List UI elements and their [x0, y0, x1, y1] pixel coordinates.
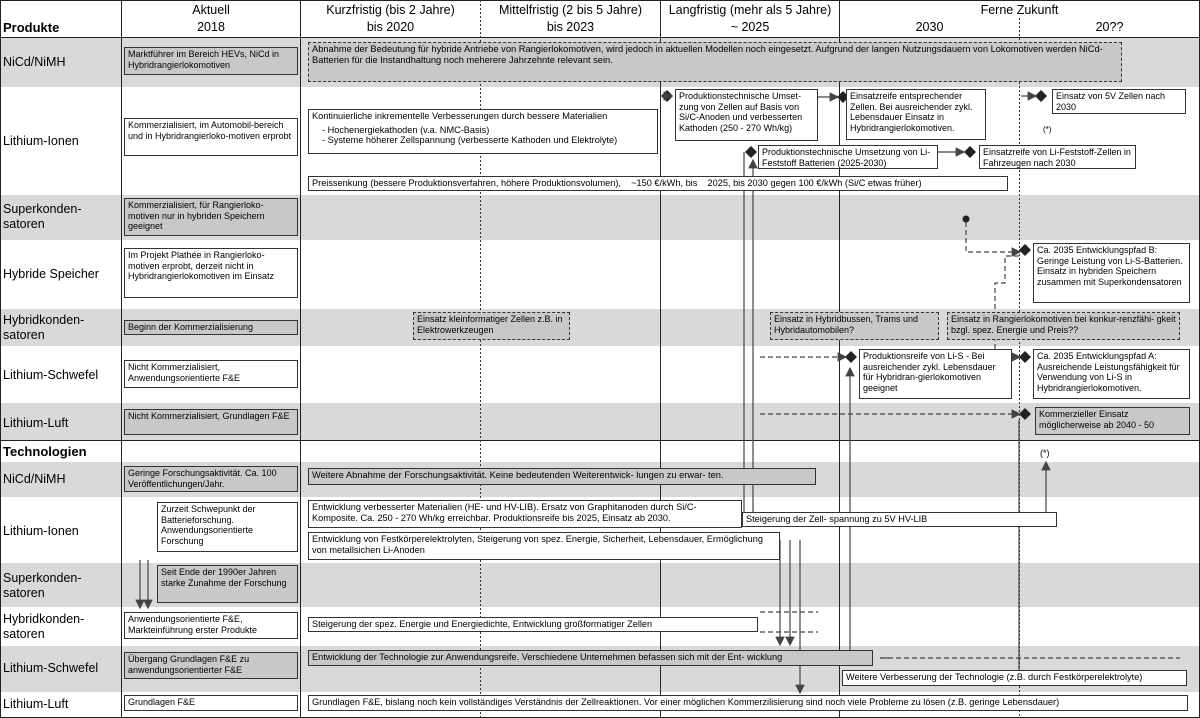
milestone-diamond: [845, 351, 857, 363]
tech-hybridcap-current-box: Anwendungsorientierte F&E, Markteinführung erster Produkte: [124, 612, 298, 639]
col-far-header: Ferne Zukunft: [980, 3, 1059, 17]
row-label-liion: Lithium-Ionen: [3, 134, 79, 148]
milestone-diamond: [1019, 351, 1031, 363]
liion-improve-box: [308, 109, 658, 154]
hybridcap-loco-box: Einsatz in Rangierlokomotiven bei konkur-renzfähi- gkeit bzgl. spez. Energie und Preis??: [947, 312, 1180, 340]
col-short-header: Kurzfristig (bis 2 Jahre): [326, 3, 455, 17]
liion-star-note: (*): [1043, 125, 1052, 134]
liion-price-box: Preissenkung (bessere Produktionsverfahren, höhere Produktionsvolumen), ~150 €/kWh, bis 2025, bis 2030 gegen 100 €/kWh (Si/C etwas früher): [308, 176, 1008, 191]
lis-prodreife-box: Produktionsreife von Li-S - Bei ausreichender zykl. Lebensdauer für Hybridran-gierlokomotiven geeignet: [859, 349, 1012, 399]
col-far-2030: 2030: [915, 20, 944, 34]
liion-feststoff-umsetzung-box: Produktionstechnische Umsetzung von Li-Feststoff Batterien (2025-2030): [758, 145, 938, 169]
col-current-header: Aktuell: [192, 3, 230, 17]
liion-prod-umsetzung-box: Produktionstechnische Umset-zung von Zellen auf Basis von Si/C-Anoden und verbesserten Kathoden (250 - 270 Wh/kg): [675, 89, 818, 141]
tech-label-nicd: NiCd/NiMH: [3, 472, 66, 486]
tech-nicd-current-box: Geringe Forschungsaktivität. Ca. 100 Veröffentlichungen/Jahr.: [124, 466, 298, 492]
tech-liair-outlook-box: Grundlagen F&E, bislang noch kein vollständiges Verständnis der Zellreaktionen. Vor einer möglichen Kommerzilisierung sind noch viele Probleme zu lösen (z.B. geringe Lebensdauer): [308, 695, 1188, 711]
col-short-year: bis 2020: [366, 20, 415, 34]
supercap-current-box: Kommerzialisiert, für Rangierloko-motiven nur in hybriden Speichern geeignet: [124, 198, 298, 236]
milestone-diamond: [1019, 408, 1031, 420]
tech-label-liion: Lithium-Ionen: [3, 524, 79, 538]
nicd-outlook-box: Abnahme der Bedeutung für hybride Antriebe von Rangierlokomotiven, wird jedoch in aktuellen Modellen noch eingesetzt. Aufgrund der langen Nutzungsdauern von Lokomotiven werden NiCd-Batterien für die Instandhaltung noch meherere Jahrzehnte relevant sein.: [308, 42, 1122, 82]
tech-star-note: (*): [1040, 448, 1050, 458]
col-mid-header: Mittelfristig (2 bis 5 Jahre): [498, 3, 643, 17]
liion-5v-box: Einsatz von 5V Zellen nach 2030: [1052, 89, 1186, 114]
row-label-lis: Lithium-Schwefel: [3, 368, 99, 382]
tech-nicd-outlook-box: Weitere Abnahme der Forschungsaktivität. Keine bedeutenden Weiterentwick- lungen zu erwar- ten.: [308, 468, 816, 485]
liion-feststoff-einsatz-box: Einsatzreife von Li-Feststoff-Zellen in Fahrzeugen nach 2030: [979, 145, 1136, 169]
tech-lis-current-box: Übergang Grundlagen F&E zu anwendungsorientierter F&E: [124, 652, 298, 679]
row-label-hybrid: Hybride Speicher: [3, 267, 99, 281]
milestone-diamond: [1019, 244, 1031, 256]
col-long-year: ~ 2025: [730, 20, 770, 34]
tech-liion-current-box: Zurzeit Schwepunkt der Batterieforschung. Anwendungsorientierte Forschung: [157, 502, 298, 552]
tech-liion-solid-box: Entwicklung von Festkörperelektrolyten, Steigerung von spez. Energie, Sicherheit, Lebensdauer, Ermöglichung von metallsichen Li-Anoden: [308, 532, 780, 560]
technologies-heading: Technologien: [3, 444, 87, 459]
liion-einsatzreife-box: Einsatzreife entsprechender Zellen. Bei ausreichender zykl. Lebensdauer Einsatz in Hybridrangierlokomotiven.: [846, 89, 986, 140]
milestone-diamond: [964, 146, 976, 158]
origin-dot: [963, 216, 970, 223]
tech-lis-outlook-box: Entwicklung der Technologie zur Anwendungsreife. Verschiedene Unternehmen befassen sich mit der Ent- wicklung: [308, 650, 873, 666]
row-label-supercap: Superkonden-satoren: [3, 202, 82, 231]
tech-hybridcap-outlook-box: Steigerung der spez. Energie und Energiedichte, Entwicklung großformatiger Zellen: [308, 617, 758, 632]
liair-current-box: Nicht Kommerzialisiert, Grundlagen F&E: [124, 409, 298, 435]
row-label-liair: Lithium-Luft: [3, 416, 69, 430]
tech-lis-further-box: Weitere Verbesserung der Technologie (z.B. durch Festkörperelektrolyte): [842, 670, 1187, 686]
col-products-header: Produkte: [3, 20, 60, 35]
hybridcap-buses-box: Einsatz in Hybridbussen, Trams und Hybridautomobilen?: [770, 312, 939, 340]
hybridcap-current-box: Beginn der Kommerzialisierung: [124, 320, 298, 335]
hybridcap-small-cells-box: Einsatz kleinformatiger Zellen z.B. in Elektrowerkzeugen: [413, 312, 570, 340]
hybrid-path-b-box: Ca. 2035 Entwicklungspfad B: Geringe Leistung von Li-S-Batterien. Einsatz in hybriden Speichern zusammen mit Superkondensatoren: [1033, 243, 1190, 303]
liion-current-box: Kommerzialisiert, im Automobil-bereich und in Hybridrangierloko-motiven erprobt: [124, 118, 298, 156]
col-current-year: 2018: [197, 20, 225, 34]
liion-improve-item-1: - Hochenergiekathoden (v.a. NMC-Basis): [322, 124, 490, 135]
col-long-header: Langfristig (mehr als 5 Jahre): [668, 3, 832, 17]
hybrid-current-box: Im Projekt Plathée in Rangierloko-motiven erprobt, derzeit nicht in Hybridrangierlokomotiven im Einsatz: [124, 248, 298, 298]
tech-supercap-current-box: Seit Ende der 1990er Jahren starke Zunahme der Forschung: [157, 565, 298, 603]
milestone-diamond: [1035, 90, 1047, 102]
liair-commercial-box: Kommerzieller Einsatz möglicherweise ab 2040 - 50: [1035, 407, 1190, 435]
milestone-diamond: [745, 146, 757, 158]
tech-label-hybridcap: Hybridkonden-satoren: [3, 612, 85, 641]
tech-liair-current-box: Grundlagen F&E: [124, 695, 298, 711]
liion-improve-title: Kontinuierliche inkrementelle Verbesserungen durch bessere Materialien: [312, 111, 608, 121]
tech-liion-voltage-box: Steigerung der Zell- spannung zu 5V HV-LIB: [742, 512, 1057, 527]
lis-path-a-box: Ca. 2035 Entwicklungspfad A: Ausreichende Leistungsfähigkeit für Verwendung von Li-S in Hybridrangierlokomotiven.: [1033, 349, 1190, 399]
tech-liion-materials-box: Entwicklung verbesserter Materialien (HE- und HV-LIB). Ersatz von Graphitanoden durch Si/C-Komposite. Ca. 250 - 270 Wh/kg erreichbar. Produktionsreife bis 2025, Einsatz ab 2030.: [308, 500, 742, 528]
tech-label-liair: Lithium-Luft: [3, 697, 69, 711]
col-mid-year: bis 2023: [546, 20, 595, 34]
lis-current-box: Nicht Kommerzialisiert, Anwendungsorientierte F&E: [124, 360, 298, 388]
col-far-20xx: 20??: [1095, 20, 1124, 34]
tech-label-lis: Lithium-Schwefel: [3, 661, 99, 675]
liion-improve-item-2: - Systeme höherer Zellspannung (verbesserte Kathoden und Elektrolyte): [322, 135, 618, 146]
row-label-nicd: NiCd/NiMH: [3, 55, 66, 69]
row-label-hybridcap: Hybridkonden-satoren: [3, 313, 85, 342]
tech-label-supercap: Superkonden-satoren: [3, 571, 82, 600]
nicd-current-box: Marktführer im Bereich HEVs, NiCd in Hybridrangierlokomotiven: [124, 47, 298, 75]
